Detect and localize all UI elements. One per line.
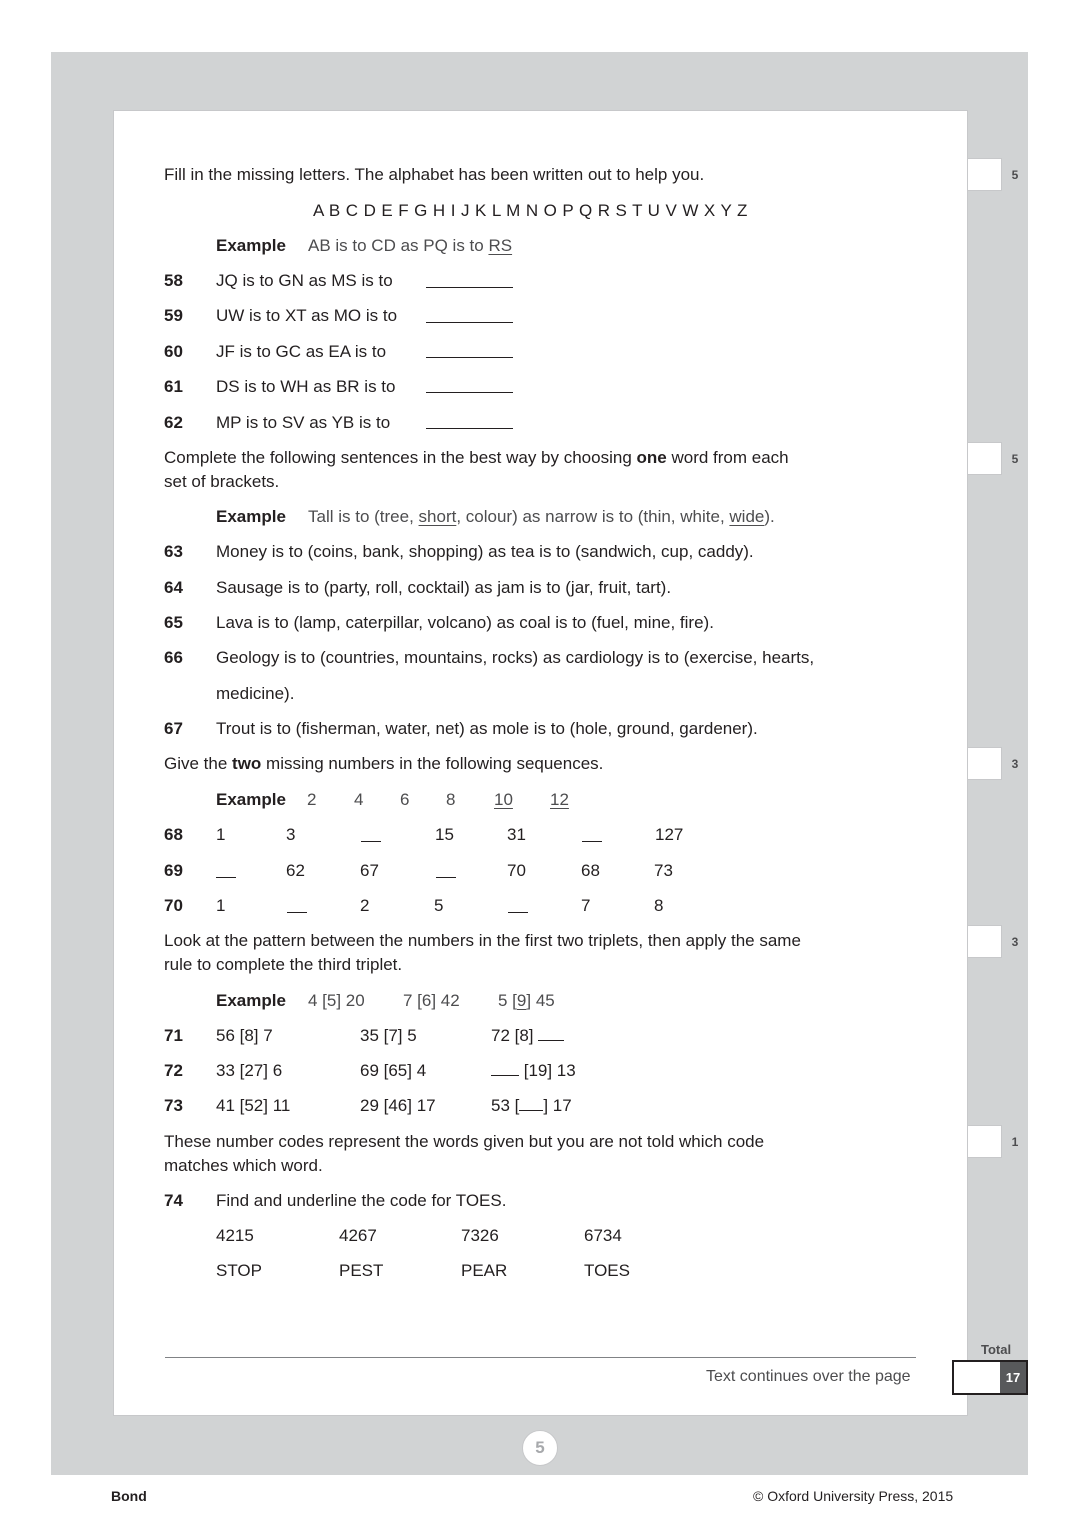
section3-instruction xyxy=(164,754,603,774)
sequence-blank[interactable] xyxy=(436,877,456,878)
example-sequence-answer: 12 xyxy=(550,790,569,809)
section1-instruction: Fill in the missing letters. The alphabet has been written out to help you. xyxy=(164,165,705,184)
question-73-triplet3 xyxy=(491,1096,572,1116)
section5-instruction-line1: These number codes represent the words given but you are not told which code xyxy=(164,1132,765,1151)
margin-mark-box[interactable] xyxy=(967,747,1002,780)
section1-example xyxy=(308,236,512,256)
question-66-text[interactable]: Geology is to (countries, mountains, rocks) as cardiology is to (exercise, hearts, xyxy=(216,648,815,667)
question-70-number: 70 xyxy=(164,896,183,915)
question-73-triplet1: 41 [52] 11 xyxy=(216,1096,291,1115)
sequence-blank[interactable] xyxy=(216,877,236,878)
section1-example-text: AB is to CD as PQ is to xyxy=(308,236,489,255)
example-sequence-value: 2 xyxy=(307,790,317,809)
section2-example-part2: , colour) as narrow is to (thin, white, xyxy=(456,507,730,526)
margin-mark-box[interactable] xyxy=(967,925,1002,958)
question-67-number: 67 xyxy=(164,719,183,738)
section1-example-answer: RS xyxy=(488,236,513,255)
sequence-value: 62 xyxy=(286,861,305,880)
example-sequence-value: 4 xyxy=(354,790,364,809)
total-score-box[interactable] xyxy=(952,1360,1028,1395)
section2-instruction-line2: set of brackets. xyxy=(164,472,280,491)
question-62-number: 62 xyxy=(164,413,183,432)
question-72-answer-blank[interactable] xyxy=(491,1062,519,1076)
question-64-number: 64 xyxy=(164,578,183,597)
question-62-answer-line[interactable] xyxy=(426,428,513,429)
question-61-number: 61 xyxy=(164,377,183,396)
sequence-value: 1 xyxy=(216,825,226,844)
question-73-triplet2: 29 [46] 17 xyxy=(360,1096,436,1115)
section4-instruction-line2: rule to complete the third triplet. xyxy=(164,955,403,974)
section2-example-part3: ). xyxy=(764,507,775,526)
section2-instruction-bold: one xyxy=(636,448,667,467)
question-69-number: 69 xyxy=(164,861,183,880)
margin-mark-box[interactable] xyxy=(967,158,1002,191)
margin-mark-box[interactable] xyxy=(967,1125,1002,1158)
margin-mark-value: 1 xyxy=(1011,1135,1019,1149)
margin-mark-value: 5 xyxy=(1011,452,1019,466)
section4-instruction-line1: Look at the pattern between the numbers in the first two triplets, then apply the same xyxy=(164,931,801,950)
question-71-triplet3-pre: 72 [8] xyxy=(491,1026,539,1045)
section5-instruction-line2: matches which word. xyxy=(164,1156,323,1175)
sequence-value: 1 xyxy=(216,896,226,915)
total-label: Total xyxy=(981,1342,1012,1357)
code-option[interactable]: 7326 xyxy=(461,1226,499,1245)
sequence-blank[interactable] xyxy=(361,841,381,842)
margin-mark-value: 3 xyxy=(1011,935,1019,949)
sequence-value: 67 xyxy=(360,861,379,880)
page-number: 5 xyxy=(522,1430,558,1466)
example-sequence-value: 8 xyxy=(446,790,456,809)
question-71-triplet1: 56 [8] 7 xyxy=(216,1026,273,1045)
question-58-text: JQ is to GN as MS is to xyxy=(216,271,393,290)
question-72-triplet2: 69 [65] 4 xyxy=(360,1061,427,1080)
question-71-triplet3 xyxy=(491,1026,564,1046)
section3-instruction-bold: two xyxy=(232,754,262,773)
footer-copyright: © Oxford University Press, 2015 xyxy=(753,1488,954,1504)
section2-example xyxy=(308,507,775,527)
question-73-triplet3-post: ] 17 xyxy=(543,1096,572,1115)
example-triplet3-post: ] 45 xyxy=(526,991,555,1010)
section4-example-label: Example xyxy=(216,991,286,1010)
question-59-number: 59 xyxy=(164,306,183,325)
question-66-number: 66 xyxy=(164,648,183,667)
question-58-answer-line[interactable] xyxy=(426,287,513,288)
section2-example-answer2: wide xyxy=(729,507,765,526)
example-triplet3-pre: 5 [ xyxy=(498,991,517,1010)
question-65-text[interactable]: Lava is to (lamp, caterpillar, volcano) as coal is to (fuel, mine, fire). xyxy=(216,613,714,632)
sequence-value: 68 xyxy=(581,861,600,880)
sequence-blank[interactable] xyxy=(582,841,602,842)
sequence-value: 7 xyxy=(581,896,591,915)
section2-instruction xyxy=(164,448,789,468)
section2-example-part1: Tall is to (tree, xyxy=(308,507,419,526)
question-68-number: 68 xyxy=(164,825,183,844)
margin-mark-value: 5 xyxy=(1011,168,1019,182)
sequence-value: 2 xyxy=(360,896,370,915)
code-option[interactable]: 6734 xyxy=(584,1226,622,1245)
bottom-divider xyxy=(165,1357,916,1358)
question-59-answer-line[interactable] xyxy=(426,322,513,323)
example-triplet3-answer: 9 xyxy=(516,991,527,1010)
section2-example-label: Example xyxy=(216,507,286,526)
question-64-text[interactable]: Sausage is to (party, roll, cocktail) as jam is to (jar, fruit, tart). xyxy=(216,578,672,597)
example-sequence-answer: 10 xyxy=(494,790,513,809)
section2-instruction-part2: word from each xyxy=(666,448,789,467)
sequence-value: 8 xyxy=(654,896,664,915)
question-72-triplet1: 33 [27] 6 xyxy=(216,1061,283,1080)
sequence-blank[interactable] xyxy=(287,912,307,913)
margin-mark-box[interactable] xyxy=(967,442,1002,475)
question-74-text: Find and underline the code for TOES. xyxy=(216,1191,507,1210)
word-option: PEST xyxy=(339,1261,384,1280)
sequence-blank[interactable] xyxy=(508,912,528,913)
question-72-number: 72 xyxy=(164,1061,183,1080)
question-67-text[interactable]: Trout is to (fisherman, water, net) as mole is to (hole, ground, gardener). xyxy=(216,719,758,738)
code-option[interactable]: 4215 xyxy=(216,1226,254,1245)
word-option: TOES xyxy=(584,1261,630,1280)
question-60-number: 60 xyxy=(164,342,183,361)
sequence-value: 15 xyxy=(435,825,454,844)
section3-instruction-part2: missing numbers in the following sequences. xyxy=(261,754,604,773)
question-63-number: 63 xyxy=(164,542,183,561)
section3-instruction-part1: Give the xyxy=(164,754,233,773)
sequence-value: 5 xyxy=(434,896,444,915)
question-66-text-continued[interactable]: medicine). xyxy=(216,684,295,703)
margin-mark-value: 3 xyxy=(1011,757,1019,771)
question-61-answer-line[interactable] xyxy=(426,392,513,393)
word-option: STOP xyxy=(216,1261,262,1280)
question-61-text: DS is to WH as BR is to xyxy=(216,377,396,396)
question-72-triplet3 xyxy=(491,1061,576,1081)
section4-example-triplet1: 4 [5] 20 xyxy=(308,991,365,1010)
word-option: PEAR xyxy=(461,1261,508,1280)
total-score-value: 17 xyxy=(1000,1362,1026,1393)
sequence-value: 31 xyxy=(507,825,526,844)
code-option[interactable]: 4267 xyxy=(339,1226,377,1245)
section2-instruction-part1: Complete the following sentences in the best way by choosing xyxy=(164,448,637,467)
question-72-triplet3-post: [19] 13 xyxy=(519,1061,576,1080)
footer-brand: Bond xyxy=(111,1488,147,1504)
question-58-number: 58 xyxy=(164,271,183,290)
section3-example-label: Example xyxy=(216,790,286,809)
example-sequence-value: 6 xyxy=(400,790,410,809)
sequence-value: 70 xyxy=(507,861,526,880)
section1-example-label: Example xyxy=(216,236,286,255)
question-60-text: JF is to GC as EA is to xyxy=(216,342,387,361)
question-71-number: 71 xyxy=(164,1026,183,1045)
question-63-text[interactable]: Money is to (coins, bank, shopping) as tea is to (sandwich, cup, caddy). xyxy=(216,542,754,561)
question-73-answer-blank[interactable] xyxy=(519,1097,543,1111)
section4-example-triplet2: 7 [6] 42 xyxy=(403,991,460,1010)
question-71-answer-blank[interactable] xyxy=(538,1027,564,1041)
question-65-number: 65 xyxy=(164,613,183,632)
question-73-triplet3-pre: 53 [ xyxy=(491,1096,520,1115)
sequence-value: 73 xyxy=(654,861,673,880)
question-60-answer-line[interactable] xyxy=(426,357,513,358)
section4-example-triplet3 xyxy=(498,991,555,1011)
question-59-text: UW is to XT as MO is to xyxy=(216,306,398,325)
sequence-value: 3 xyxy=(286,825,296,844)
alphabet-reference: A B C D E F G H I J K L M N O P Q R S T U V W X Y Z xyxy=(313,201,748,220)
question-62-text: MP is to SV as YB is to xyxy=(216,413,391,432)
question-71-triplet2: 35 [7] 5 xyxy=(360,1026,417,1045)
question-74-number: 74 xyxy=(164,1191,183,1210)
sequence-value: 127 xyxy=(655,825,684,844)
question-73-number: 73 xyxy=(164,1096,183,1115)
section2-example-answer1: short xyxy=(418,507,457,526)
continues-note: Text continues over the page xyxy=(706,1368,911,1385)
